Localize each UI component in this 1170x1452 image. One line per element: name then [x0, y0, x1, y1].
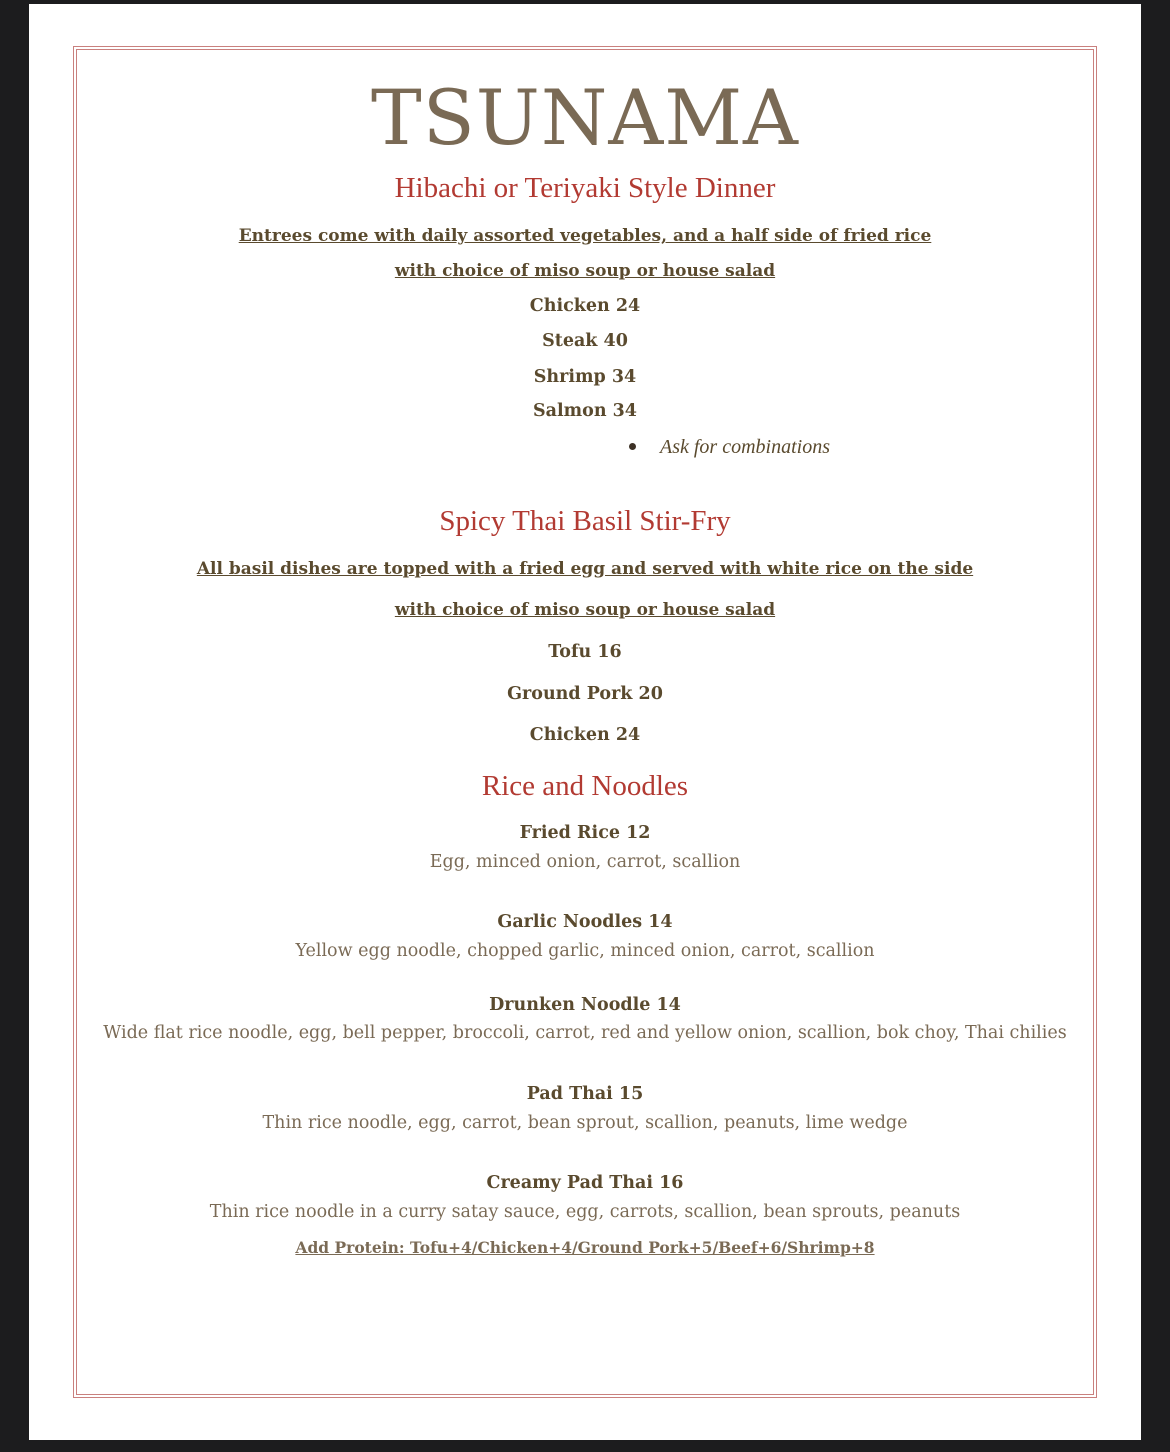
hibachi-heading: Hibachi or Teriyaki Style Dinner — [394, 172, 776, 204]
basil-heading: Spicy Thai Basil Stir-Fry — [439, 505, 731, 537]
hibachi-note-line2: with choice of miso soup or house salad — [394, 261, 776, 281]
basil-item-chicken: Chicken 24 — [529, 725, 641, 745]
bullet-dot-icon — [629, 443, 636, 450]
hibachi-item-shrimp: Shrimp 34 — [533, 367, 637, 387]
noodle-item-name: Creamy Pad Thai 16 — [486, 1173, 684, 1193]
noodle-item-name: Garlic Noodles 14 — [497, 912, 673, 932]
hibachi-note-line1: Entrees come with daily assorted vegetables, and a half side of fried rice — [238, 226, 932, 246]
basil-item-ground-pork: Ground Pork 20 — [507, 684, 663, 704]
basil-item-tofu: Tofu 16 — [548, 642, 622, 662]
page-border-inner — [76, 49, 1094, 1395]
noodle-item-name: Drunken Noodle 14 — [489, 995, 681, 1015]
noodle-item-name: Pad Thai 15 — [526, 1084, 644, 1104]
noodle-item-desc: Wide flat rice noodle, egg, bell pepper, broccoli, carrot, red and yellow onion, scallion, bok choy, Thai chilies — [103, 1023, 1067, 1043]
combinations-bullet — [629, 436, 830, 459]
menu-page — [29, 4, 1141, 1440]
noodle-item-desc: Egg, minced onion, carrot, scallion — [429, 852, 741, 872]
basil-note-line2: with choice of miso soup or house salad — [394, 600, 776, 620]
noodle-item-desc: Thin rice noodle, egg, carrot, bean sprout, scallion, peanuts, lime wedge — [262, 1113, 908, 1133]
hibachi-item-salmon: Salmon 34 — [533, 401, 637, 421]
basil-note-line1: All basil dishes are topped with a fried egg and served with white rice on the side — [196, 559, 974, 579]
noodles-heading: Rice and Noodles — [481, 770, 689, 802]
restaurant-name: TSUNAMA — [371, 73, 799, 162]
noodle-item-desc: Yellow egg noodle, chopped garlic, minced onion, carrot, scallion — [295, 941, 875, 961]
hibachi-item-steak: Steak 40 — [542, 331, 628, 351]
noodle-item-name: Fried Rice 12 — [519, 823, 651, 843]
noodle-item-desc: Thin rice noodle in a curry satay sauce, egg, carrots, scallion, bean sprouts, peanuts — [209, 1202, 961, 1222]
add-protein-note: Add Protein: Tofu+4/Chicken+4/Ground Pork+5/Beef+6/Shrimp+8 — [295, 1238, 875, 1257]
combinations-text: Ask for combinations — [660, 436, 830, 458]
hibachi-item-chicken: Chicken 24 — [529, 296, 641, 316]
